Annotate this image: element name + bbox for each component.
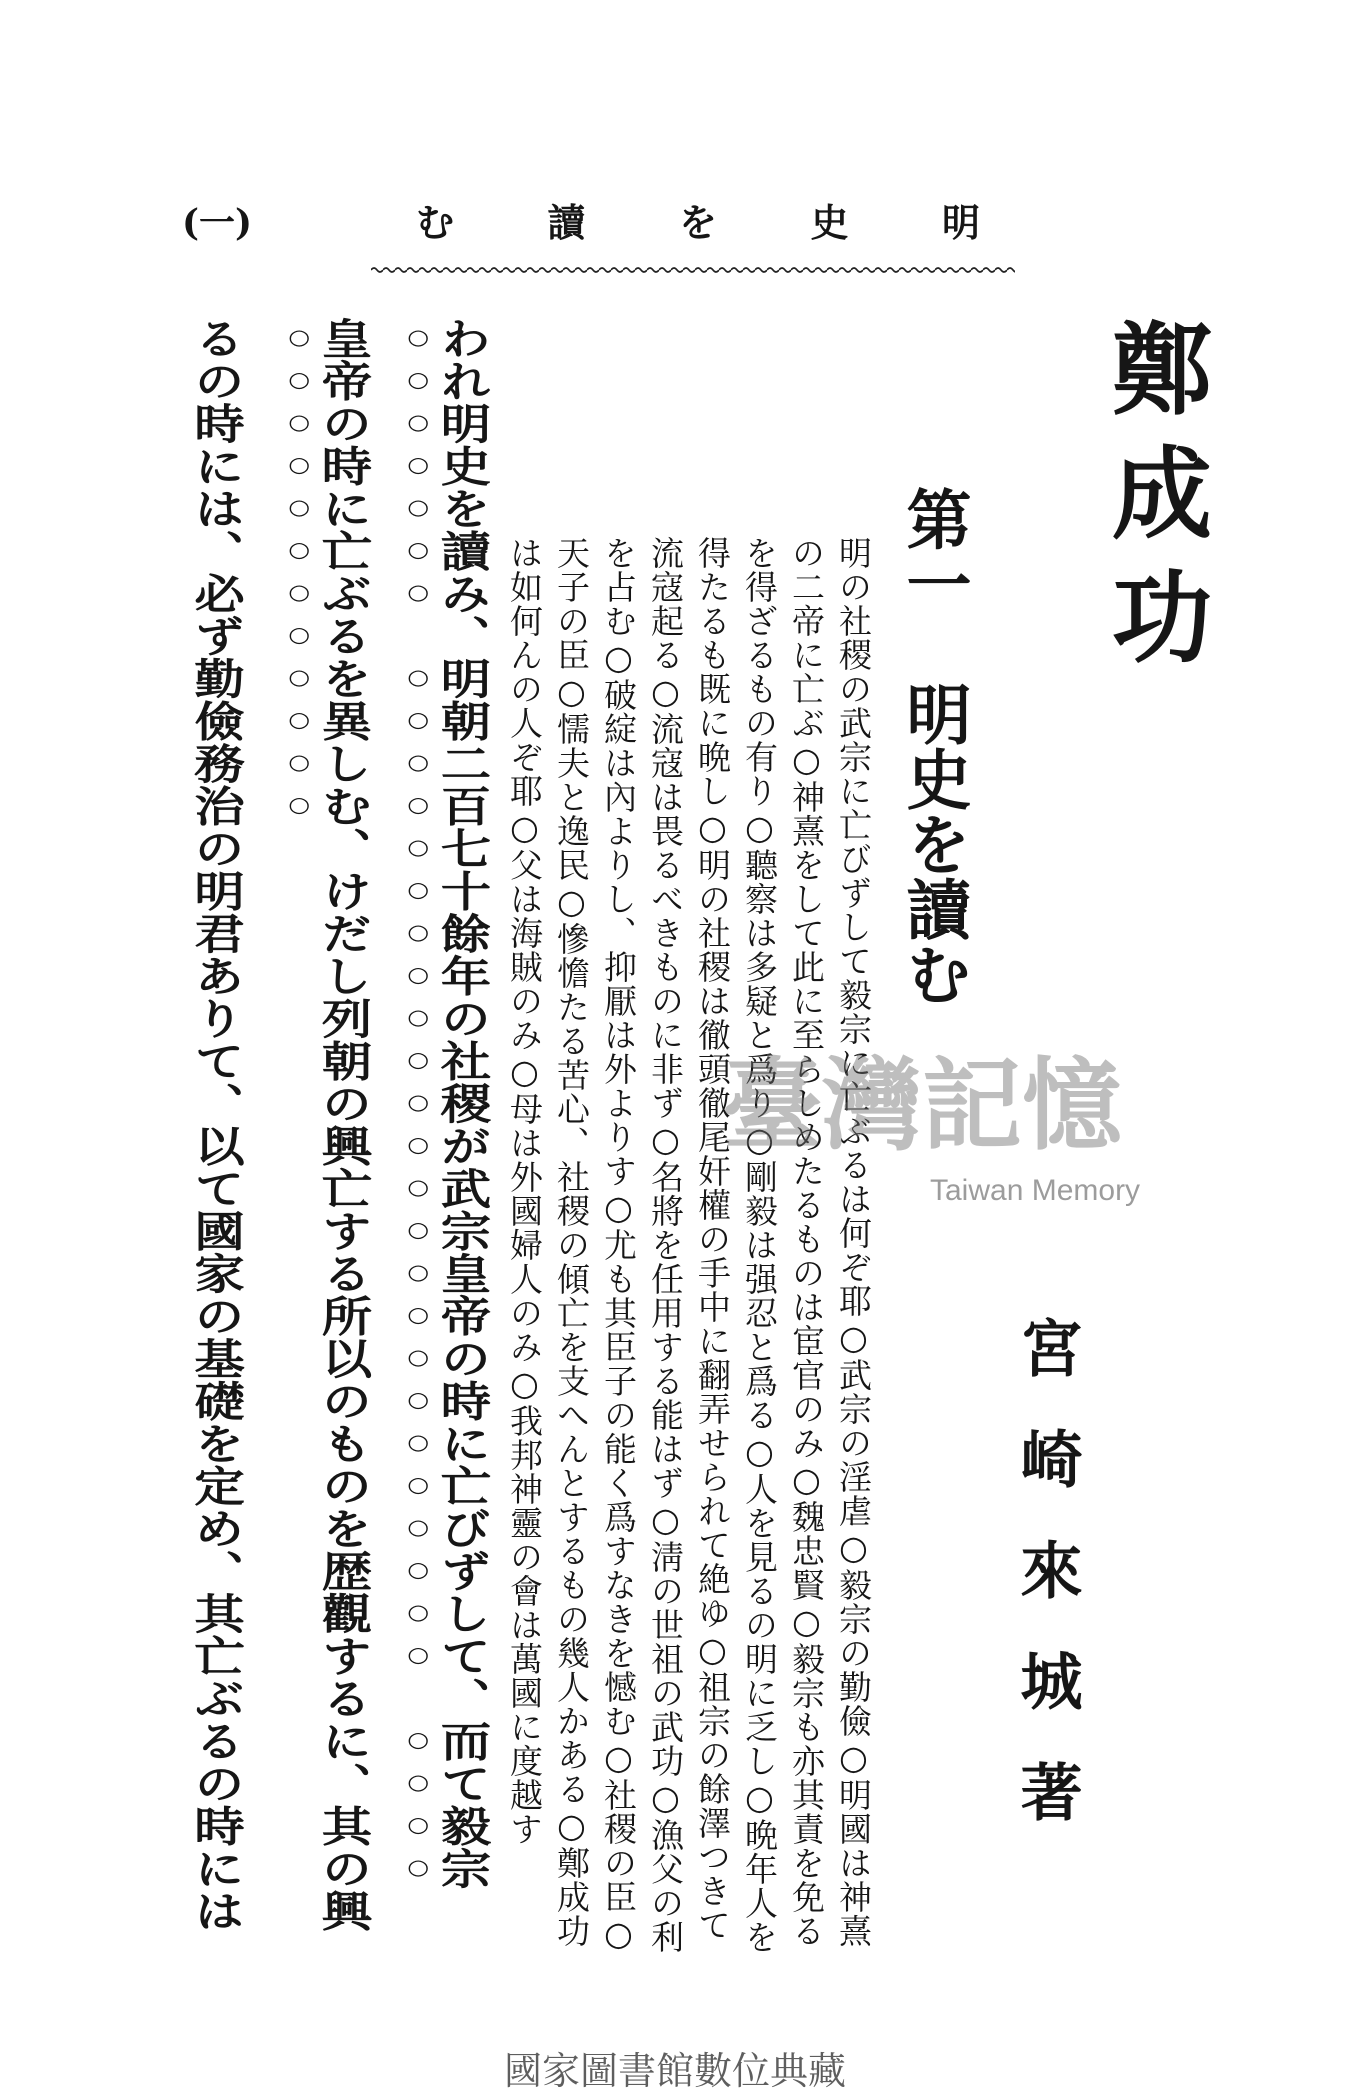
body-column (187, 317, 246, 1932)
chapter-heading: 第一 明史を讀む (895, 486, 971, 1006)
summary-column: 明の社稷の武宗に亡びずして毅宗に亡ぶるは何ぞ耶○武宗の淫虐○毅宗の勤儉○明國は神熹 (834, 536, 873, 1948)
summary-column: 流寇起る○流寇は畏るべきものに非ず○名將を任用する能はず○淸の世祖の武功○漁父の利 (646, 536, 685, 1954)
summary-column: 天子の臣○懦夫と逸民○慘憺たる苦心、社稷の傾亡を支へんとするもの幾人かある○鄭成功 (552, 536, 591, 1948)
footer-credit: 國家圖書館數位典藏 (503, 2049, 846, 2093)
running-header-char: 讀 (547, 200, 586, 245)
book-title: 鄭成功 (1095, 317, 1213, 689)
author-byline: 宮崎來城著 (1010, 1316, 1083, 1871)
emphasized-text: 明朝二百七十餘年の社稷が武宗皇帝の時に亡びずして (433, 657, 493, 1677)
emphasized-text: われ明史を讀み (433, 317, 493, 615)
watermark-subtitle: Taiwan Memory (930, 1174, 1141, 1207)
body-column (285, 317, 374, 1932)
body-text: るの時には、必ず勤儉務治の明君ありて、以て國家の基礎を定め、其亡ぶるの時には (187, 317, 246, 1932)
summary-column: は如何んの人ぞ耶○父は海賊のみ○母は外國婦人のみ○我邦神靈の會は萬國に度越す (505, 536, 544, 1846)
body-text: 、 (433, 1677, 493, 1720)
body-column (404, 317, 493, 1890)
emphasized-text: 而て毅宗 (433, 1719, 493, 1890)
watermark-logo: 臺灣記憶 (722, 1046, 1122, 1164)
summary-column: を得ざるもの有り○聽察は多疑と爲り○剛毅は强忍と爲る○人を見るの明に乏し○晩年人を (740, 536, 779, 1954)
running-header-title (416, 200, 980, 245)
summary-column: の二帝に亡ぶ○神熹をして此に至らしめたるものは宦官のみ○魏忠賢○毅宗も亦其責を免る (787, 536, 826, 1948)
summary-column: 得たるも既に晩し○明の社稷は徹頭徹尾奸權の手中に翻弄せられて絶ゆ○祖宗の餘澤つきて (693, 536, 732, 1942)
running-header-char: 明 (941, 200, 980, 245)
summary-column: を占む○破綻は內よりし、抑厭は外よりす○尤も其臣子の能く爲すなきを憾む○社稷の臣○ (599, 536, 638, 1954)
body-text: 、けだし列朝の興亡する所以のものを歴觀するに、其の興 (314, 827, 374, 1932)
wavy-rule (371, 265, 1015, 275)
emphasized-text: 皇帝の時に亡ぶるを異しむ (314, 317, 374, 827)
running-header-char: む (416, 200, 455, 245)
page-number: (一) (182, 202, 253, 244)
body-text: 、 (433, 614, 493, 657)
running-header-char: を (678, 200, 717, 245)
running-header-char: 史 (810, 200, 849, 245)
